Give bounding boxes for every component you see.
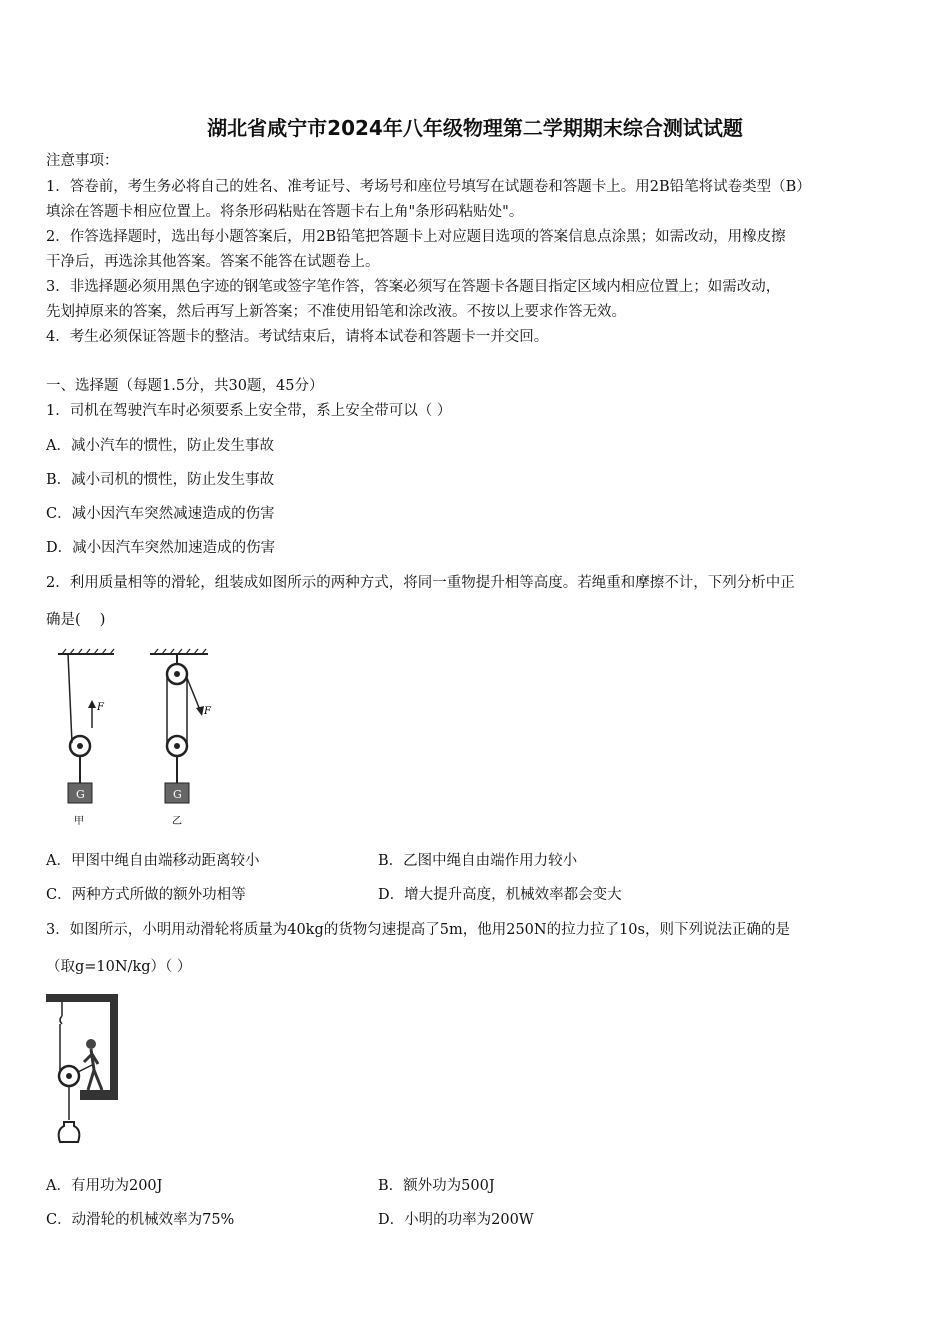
notice-line: 填涂在答题卡相应位置上。将条形码粘贴在答题卡右上角"条形码粘贴处"。 <box>46 204 524 220</box>
q2-option-d: D．增大提升高度，机械效率都会变大 <box>378 887 622 903</box>
q1-stem: 1．司机在驾驶汽车时必须要系上安全带，系上安全带可以（ ） <box>46 403 452 419</box>
figure-label-right: 乙 <box>172 816 182 827</box>
q2-stem-line1: 2．利用质量相等的滑轮，组装成如图所示的两种方式，将同一重物提升相等高度。若绳重和摩擦不计，下列分析中正 <box>46 575 795 591</box>
q1-option-a: A．减小汽车的惯性，防止发生事故 <box>46 438 274 454</box>
force-label-right: F <box>204 706 211 717</box>
q2-stem-line2: 确是( ) <box>46 612 106 628</box>
notice-line: 1．答卷前，考生务必将自己的姓名、准考证号、考场号和座位号填写在试题卷和答题卡上。用2B铅笔将试卷类型（B） <box>46 179 811 195</box>
notice-line: 3．非选择题必须用黑色字迹的钢笔或签字笔作答，答案必须写在答题卡各题目指定区域内相应位置上；如需改动， <box>46 279 781 295</box>
q2-option-c: C．两种方式所做的额外功相等 <box>46 887 246 903</box>
q2-pulley-figure <box>50 648 220 828</box>
notice-line: 先划掉原来的答案，然后再写上新答案；不准使用铅笔和涂改液。不按以上要求作答无效。 <box>46 304 626 320</box>
q3-option-a: A．有用功为200J <box>46 1178 163 1194</box>
section-heading: 一、选择题（每题1.5分，共30题，45分） <box>46 378 324 394</box>
q1-option-d: D．减小因汽车突然加速造成的伤害 <box>46 540 276 556</box>
q1-option-c: C．减小因汽车突然减速造成的伤害 <box>46 506 275 522</box>
q3-option-b: B．额外功为500J <box>378 1178 495 1194</box>
force-label-left: F <box>97 702 104 713</box>
q2-option-b: B．乙图中绳自由端作用力较小 <box>378 853 578 869</box>
notice-heading: 注意事项： <box>46 153 119 169</box>
q3-pulley-figure <box>44 992 120 1150</box>
q3-stem-line1: 3．如图所示，小明用动滑轮将质量为40kg的货物匀速提高了5m，他用250N的拉力拉了10s，则下列说法正确的是 <box>46 922 790 938</box>
weight-label-left: G <box>76 788 85 801</box>
weight-label-right: G <box>173 788 182 801</box>
figure-label-left: 甲 <box>74 816 84 827</box>
q3-stem-line2: （取g=10N/kg）（ ） <box>46 959 192 975</box>
notice-line: 2．作答选择题时，选出每小题答案后，用2B铅笔把答题卡上对应题目选项的答案信息点涂黑；如需改动，用橡皮擦 <box>46 229 786 245</box>
q3-option-c: C．动滑轮的机械效率为75% <box>46 1212 235 1228</box>
page-title: 湖北省咸宁市2024年八年级物理第二学期期末综合测试试题 <box>207 116 743 140</box>
q2-option-a: A．甲图中绳自由端移动距离较小 <box>46 853 260 869</box>
notice-line: 4．考生必须保证答题卡的整洁。考试结束后，请将本试卷和答题卡一并交回。 <box>46 329 549 345</box>
q1-option-b: B．减小司机的惯性，防止发生事故 <box>46 472 275 488</box>
notice-line: 干净后，再选涂其他答案。答案不能答在试题卷上。 <box>46 254 380 270</box>
q3-option-d: D．小明的功率为200W <box>378 1212 534 1228</box>
